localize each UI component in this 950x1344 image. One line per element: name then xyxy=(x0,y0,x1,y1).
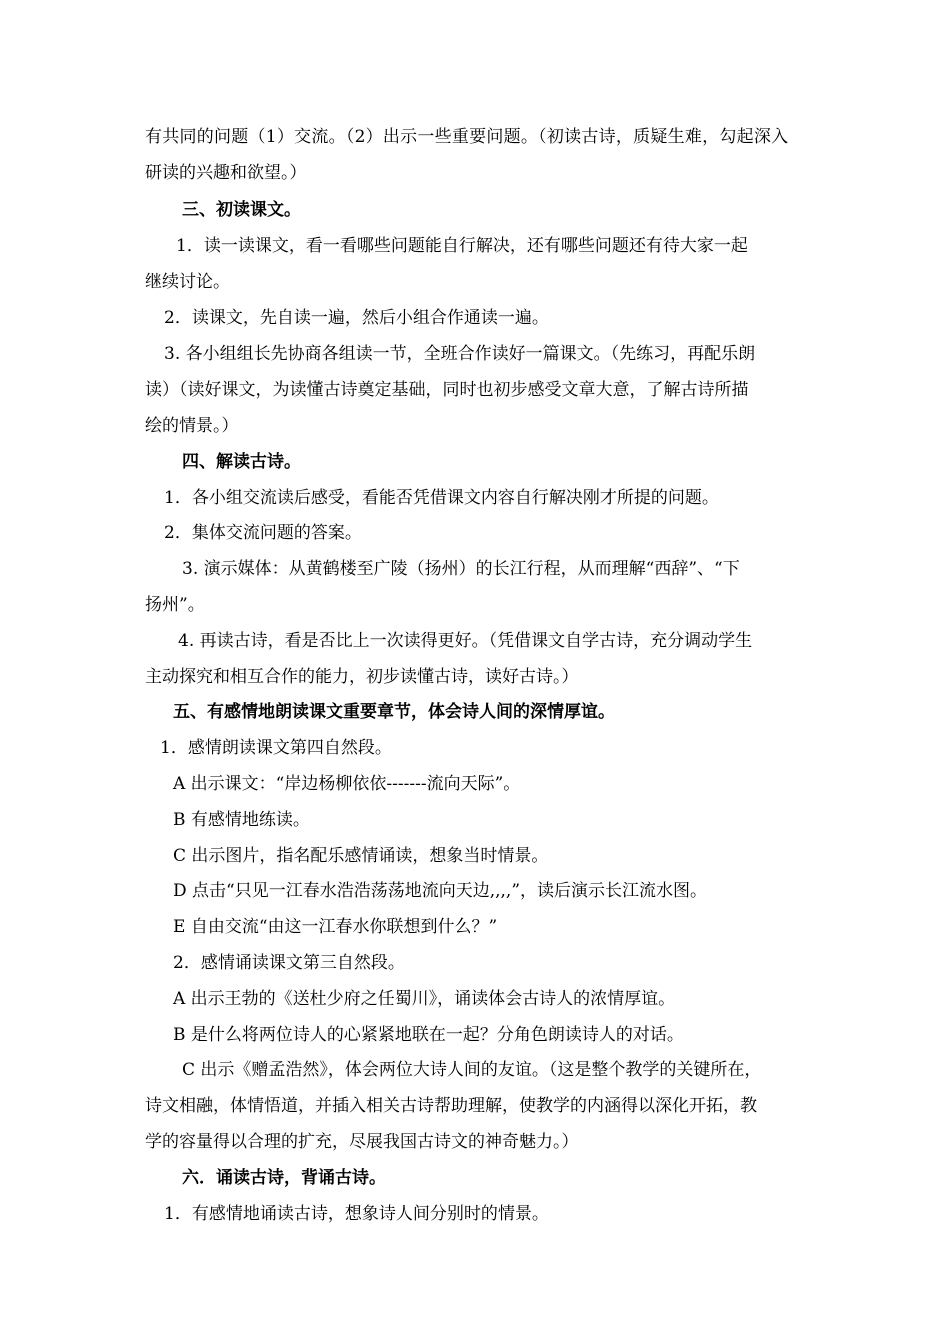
text-line: 3. 演示媒体：从黄鹤楼至广陵（扬州）的长江行程，从而理解“西辞”、“下 xyxy=(182,559,740,579)
section-heading: 五、有感情地朗读课文重要章节，体会诗人间的深情厚谊。 xyxy=(173,702,615,722)
text-line: A 出示课文：“岸边杨柳依依-------流向天际”。 xyxy=(173,774,521,794)
text-line: E 自由交流“由这一江春水你联想到什么？” xyxy=(173,917,498,937)
text-line: 扬州”。 xyxy=(145,595,205,615)
text-line: 学的容量得以合理的扩充，尽展我国古诗文的神奇魅力。） xyxy=(145,1132,579,1152)
text-line: 4. 再读古诗，看是否比上一次读得更好。（凭借课文自学古诗，充分调动学生 xyxy=(178,631,753,651)
text-line: B 是什么将两位诗人的心紧紧地联在一起？分角色朗读诗人的对话。 xyxy=(173,1025,684,1045)
text-line: 2．感情诵读课文第三自然段。 xyxy=(173,953,405,973)
section-heading: 四、解读古诗。 xyxy=(182,452,301,472)
text-line: 绘的情景。） xyxy=(145,416,239,436)
text-line: 有共同的问题（1）交流。（2）出示一些重要问题。（初读古诗，质疑生难，勾起深入 xyxy=(145,127,789,147)
text-line: 2．集体交流问题的答案。 xyxy=(164,523,362,543)
text-line: D 点击“只见一江春水浩浩荡荡地流向天边,,,,”，读后演示长江流水图。 xyxy=(173,881,708,901)
text-line: 2．读课文，先自读一遍，然后小组合作通读一遍。 xyxy=(164,308,549,328)
text-line: 继续讨论。 xyxy=(145,272,230,292)
section-heading: 六．诵读古诗，背诵古诗。 xyxy=(182,1168,386,1188)
text-line: 主动探究和相互合作的能力，初步读懂古诗，读好古诗。） xyxy=(145,667,579,687)
text-line: B 有感情地练读。 xyxy=(173,810,310,830)
text-line: 1．有感情地诵读古诗，想象诗人间分别时的情景。 xyxy=(164,1204,549,1224)
text-line: 1．感情朗读课文第四自然段。 xyxy=(160,738,392,758)
text-line: 研读的兴趣和欲望。） xyxy=(145,163,307,183)
text-line: C 出示《赠孟浩然》，体会两位大诗人间的友谊。（这是整个教学的关键所在， xyxy=(182,1060,762,1080)
text-line: 读）（读好课文，为读懂古诗奠定基础，同时也初步感受文章大意，了解古诗所描 xyxy=(145,380,749,400)
text-line: 1．各小组交流读后感受，看能否凭借课文内容自行解决刚才所提的问题。 xyxy=(164,488,719,508)
section-heading: 三、初读课文。 xyxy=(182,200,301,220)
text-line: C 出示图片，指名配乐感情诵读，想象当时情景。 xyxy=(173,846,549,866)
text-line: 3. 各小组组长先协商各组读一节，全班合作读好一篇课文。（先练习，再配乐朗 xyxy=(164,344,756,364)
text-line: A 出示王勃的《送杜少府之任蜀川》，诵读体会古诗人的浓情厚谊。 xyxy=(173,989,676,1009)
text-line: 诗文相融，体情悟道，并插入相关古诗帮助理解，使教学的内涵得以深化开拓，教 xyxy=(145,1096,757,1116)
text-line: 1．读一读课文，看一看哪些问题能自行解决，还有哪些问题还有待大家一起 xyxy=(176,236,748,256)
